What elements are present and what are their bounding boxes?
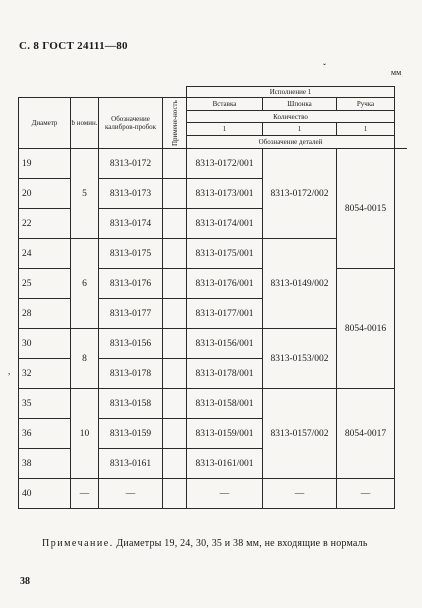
diameter-cell: 19 <box>19 149 71 179</box>
b-cell: 10 <box>71 389 99 479</box>
key-cell: 8313-0153/002 <box>263 329 337 389</box>
insert-cell: 8313-0178/001 <box>187 359 263 389</box>
insert-cell: 8313-0175/001 <box>187 239 263 269</box>
diameter-cell: 35 <box>19 389 71 419</box>
key-cell: 8313-0149/002 <box>263 239 337 329</box>
units-label: мм <box>391 68 402 77</box>
designation-cell: 8313-0177 <box>99 299 163 329</box>
page-header: С. 8 ГОСТ 24111—80 <box>19 40 128 52</box>
designation-header: Обозначение калибров-пробок <box>99 98 163 149</box>
handle-header: Ручка <box>337 98 395 111</box>
designation-cell: 8313-0172 <box>99 149 163 179</box>
insert-cell: 8313-0156/001 <box>187 329 263 359</box>
designation-cell: 8313-0175 <box>99 239 163 269</box>
key-cell: 8313-0172/002 <box>263 149 337 239</box>
note-text: Диаметры 19, 24, 30, 35 и 38 мм, не входящие в нормаль <box>113 538 368 549</box>
note-label: Примечание. <box>42 538 114 549</box>
designation-cell: 8313-0161 <box>99 449 163 479</box>
insert-cell: 8313-0172/001 <box>187 149 263 179</box>
parts-designation-header: Обозначение деталей <box>187 136 395 149</box>
diameter-cell: 28 <box>19 299 71 329</box>
designation-cell: 8313-0173 <box>99 179 163 209</box>
insert-cell: 8313-0158/001 <box>187 389 263 419</box>
handle-cell: 8054-0015 <box>337 149 395 269</box>
quantity-header: Количество <box>187 111 395 123</box>
stray-mark: , <box>8 366 11 376</box>
handle-cell: — <box>337 479 395 509</box>
page-number: 38 <box>20 576 30 587</box>
applicability-cell <box>163 149 187 179</box>
table-note <box>42 538 368 549</box>
key-cell: — <box>263 479 337 509</box>
handle-cell: 8054-0017 <box>337 389 395 479</box>
designation-cell: 8313-0174 <box>99 209 163 239</box>
b-cell: 5 <box>71 149 99 239</box>
handle-cell: 8054-0016 <box>337 269 395 389</box>
applicability-cell <box>163 359 187 389</box>
designation-cell: 8313-0178 <box>99 359 163 389</box>
applicability-cell <box>163 329 187 359</box>
diameter-header: Диаметр <box>19 98 71 149</box>
applicability-cell <box>163 209 187 239</box>
key-cell: 8313-0157/002 <box>263 389 337 479</box>
insert-cell: — <box>187 479 263 509</box>
designation-cell: 8313-0159 <box>99 419 163 449</box>
applicability-header: Примене-ность <box>163 98 187 149</box>
qty-key: 1 <box>263 123 337 136</box>
insert-cell: 8313-0176/001 <box>187 269 263 299</box>
b-cell: 6 <box>71 239 99 329</box>
applicability-cell <box>163 389 187 419</box>
diameter-cell: 30 <box>19 329 71 359</box>
b-cell: — <box>71 479 99 509</box>
insert-cell: 8313-0173/001 <box>187 179 263 209</box>
applicability-cell <box>163 479 187 509</box>
parts-table <box>18 86 407 509</box>
applicability-cell <box>163 239 187 269</box>
b-cell: 8 <box>71 329 99 389</box>
diameter-cell: 36 <box>19 419 71 449</box>
diameter-cell: 25 <box>19 269 71 299</box>
diameter-cell: 32 <box>19 359 71 389</box>
diameter-cell: 40 <box>19 479 71 509</box>
designation-cell: 8313-0158 <box>99 389 163 419</box>
diameter-cell: 24 <box>19 239 71 269</box>
insert-header: Вставка <box>187 98 263 111</box>
designation-cell: 8313-0176 <box>99 269 163 299</box>
insert-cell: 8313-0177/001 <box>187 299 263 329</box>
applicability-cell <box>163 299 187 329</box>
diameter-cell: 22 <box>19 209 71 239</box>
execution-header: Исполнение 1 <box>187 87 395 98</box>
qty-handle: 1 <box>337 123 395 136</box>
insert-cell: 8313-0174/001 <box>187 209 263 239</box>
designation-cell: — <box>99 479 163 509</box>
applicability-cell <box>163 269 187 299</box>
designation-cell: 8313-0156 <box>99 329 163 359</box>
qty-insert: 1 <box>187 123 263 136</box>
b-header: b номин. <box>71 98 99 149</box>
diameter-cell: 38 <box>19 449 71 479</box>
insert-cell: 8313-0159/001 <box>187 419 263 449</box>
applicability-cell <box>163 419 187 449</box>
diameter-cell: 20 <box>19 179 71 209</box>
key-header: Шпонка <box>263 98 337 111</box>
applicability-cell <box>163 449 187 479</box>
insert-cell: 8313-0161/001 <box>187 449 263 479</box>
stray-mark: ˇ <box>323 62 326 72</box>
applicability-cell <box>163 179 187 209</box>
